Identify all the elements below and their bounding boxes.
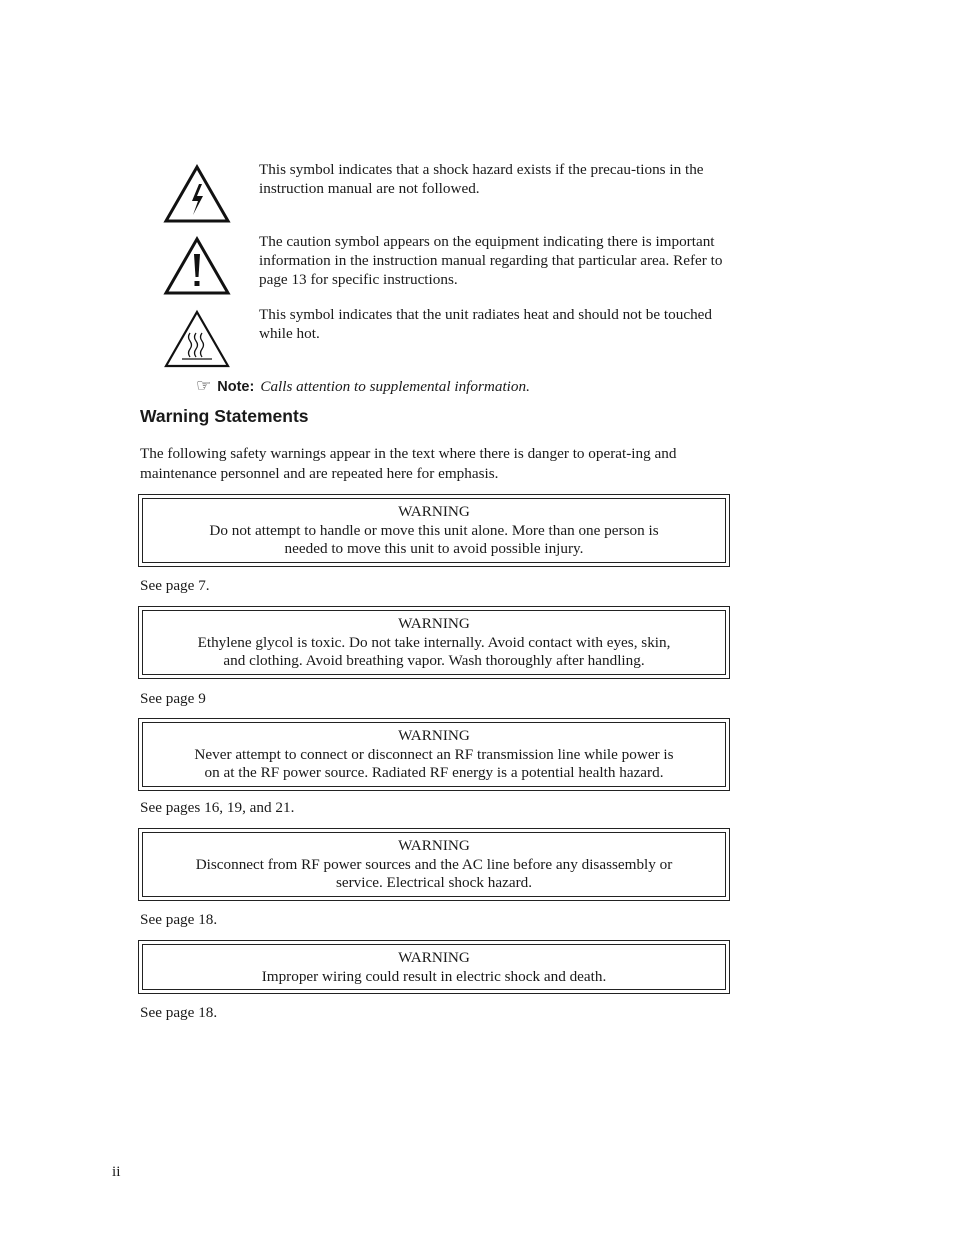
hot-surface-icon (163, 309, 231, 369)
section-title: Warning Statements (140, 406, 309, 426)
note-line (196, 377, 530, 397)
shock-hazard-icon (163, 164, 231, 224)
warning-title: WARNING (398, 615, 470, 632)
caution-description: The caution symbol appears on the equipment indicating there is important information in the instruction manual regarding that particular area. Refer to page 13 for specific instructions. (259, 233, 723, 288)
shock-hazard-description: This symbol indicates that a shock hazard exists if the precau-tions in the instruction manual are not followed. (259, 161, 704, 197)
warning-text-line: and clothing. Avoid breathing vapor. Wash thoroughly after handling. (223, 652, 645, 669)
warning-box (138, 940, 730, 994)
page-reference: See page 9 (140, 690, 206, 707)
page-reference: See page 18. (140, 911, 218, 928)
warning-text-line: on at the RF power source. Radiated RF energy is a potential health hazard. (204, 764, 664, 781)
note-text: Calls attention to supplemental information. (260, 378, 530, 395)
page-number: ii (112, 1163, 121, 1180)
intro-paragraph: The following safety warnings appear in the text where there is danger to operat-ing and maintenance personnel and are repeated here for emphasis. (140, 445, 677, 482)
warning-text-line: Improper wiring could result in electric shock and death. (261, 967, 607, 985)
warning-title: WARNING (398, 837, 470, 854)
warning-text-line: Disconnect from RF power sources and the AC line before any disassembly or (195, 855, 673, 873)
note-label: Note: (217, 379, 255, 395)
warning-text-line: Never attempt to connect or disconnect an RF transmission line while power is (194, 745, 674, 763)
warning-box (138, 494, 730, 567)
warning-title: WARNING (398, 727, 470, 744)
hot-surface-description: This symbol indicates that the unit radiates heat and should not be touched while hot. (259, 306, 712, 342)
warning-text-line: Do not attempt to handle or move this unit alone. More than one person is (209, 521, 659, 539)
warning-box (138, 718, 730, 791)
warning-text-line: needed to move this unit to avoid possible injury. (284, 540, 584, 557)
caution-icon (163, 236, 231, 296)
page-reference: See page 18. (140, 1004, 218, 1021)
warning-box (138, 606, 730, 679)
warning-title: WARNING (398, 503, 470, 520)
page-reference: See page 7. (140, 577, 210, 594)
warning-title: WARNING (398, 949, 470, 966)
page-reference: See pages 16, 19, and 21. (140, 799, 295, 816)
warning-text-line: Ethylene glycol is toxic. Do not take internally. Avoid contact with eyes, skin, (197, 633, 671, 651)
warning-box (138, 828, 730, 901)
warning-text-line: service. Electrical shock hazard. (335, 874, 533, 891)
pointing-hand-icon: ☞ (196, 376, 212, 396)
